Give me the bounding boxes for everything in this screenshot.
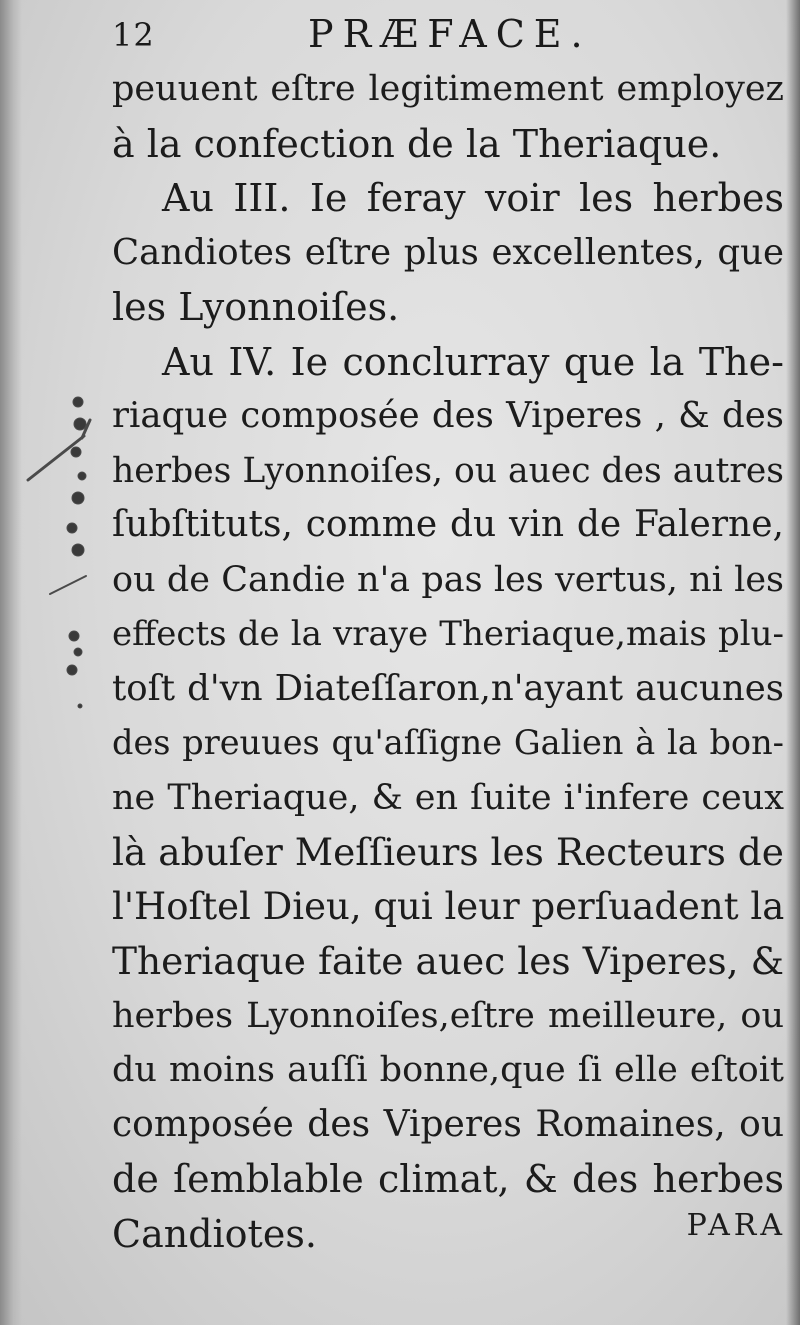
text-line: des preuues qu'aſſigne Galien à la bon- bbox=[112, 723, 784, 762]
text-line: de ſemblable climat, & des herbes bbox=[112, 1157, 784, 1201]
text-line: composée des Viperes Romaines, ou bbox=[112, 1103, 784, 1145]
text-line: Candiotes. bbox=[112, 1211, 317, 1256]
text-line: Au III. Ie feray voir les herbes bbox=[162, 176, 784, 220]
text-line: ou de Candie n'a pas les vertus, ni les bbox=[112, 559, 784, 600]
text-line: Candiotes eſtre plus excellentes, que bbox=[112, 231, 784, 273]
text-line: toſt d'vn Diateſſaron,n'ayant aucunes bbox=[112, 667, 784, 709]
text-line: riaque composée des Viperes , & des bbox=[112, 395, 784, 436]
binding-gutter bbox=[0, 0, 22, 1325]
running-head: PRÆFACE. bbox=[308, 12, 592, 56]
text-line: à la confection de la Theriaque. bbox=[112, 121, 722, 166]
body-text bbox=[112, 62, 784, 1261]
text-line: les Lyonnoiſes. bbox=[112, 285, 400, 329]
page-edge-shadow bbox=[786, 0, 800, 1325]
page-number: 12 bbox=[112, 16, 155, 54]
text-line: Theriaque faite auec les Viperes, & bbox=[112, 939, 784, 983]
text-line: herbes Lyonnoiſes,eſtre meilleure, ou bbox=[112, 995, 784, 1036]
catchword: PARA bbox=[686, 1208, 786, 1243]
text-line: Au IV. Ie conclurray que la The- bbox=[162, 339, 784, 384]
marginal-annotation-marks bbox=[20, 380, 116, 720]
text-line: là abuſer Meſſieurs les Recteurs de bbox=[112, 830, 784, 874]
text-line: l'Hoſtel Dieu, qui leur perſuadent la bbox=[112, 884, 785, 928]
text-line: ne Theriaque, & en ſuite i'infere ceux bbox=[112, 777, 784, 818]
text-line: herbes Lyonnoiſes, ou auec des autres bbox=[112, 450, 784, 491]
text-line: ſubſtituts, comme du vin de Falerne, bbox=[112, 504, 784, 545]
text-line: peuuent eſtre legitimement employez bbox=[112, 69, 784, 109]
text-line: du moins auſſi bonne,que ſi elle eſtoit bbox=[112, 1050, 784, 1090]
text-line: effects de la vraye Theriaque,mais plu- bbox=[112, 614, 784, 654]
page-header bbox=[112, 12, 792, 60]
